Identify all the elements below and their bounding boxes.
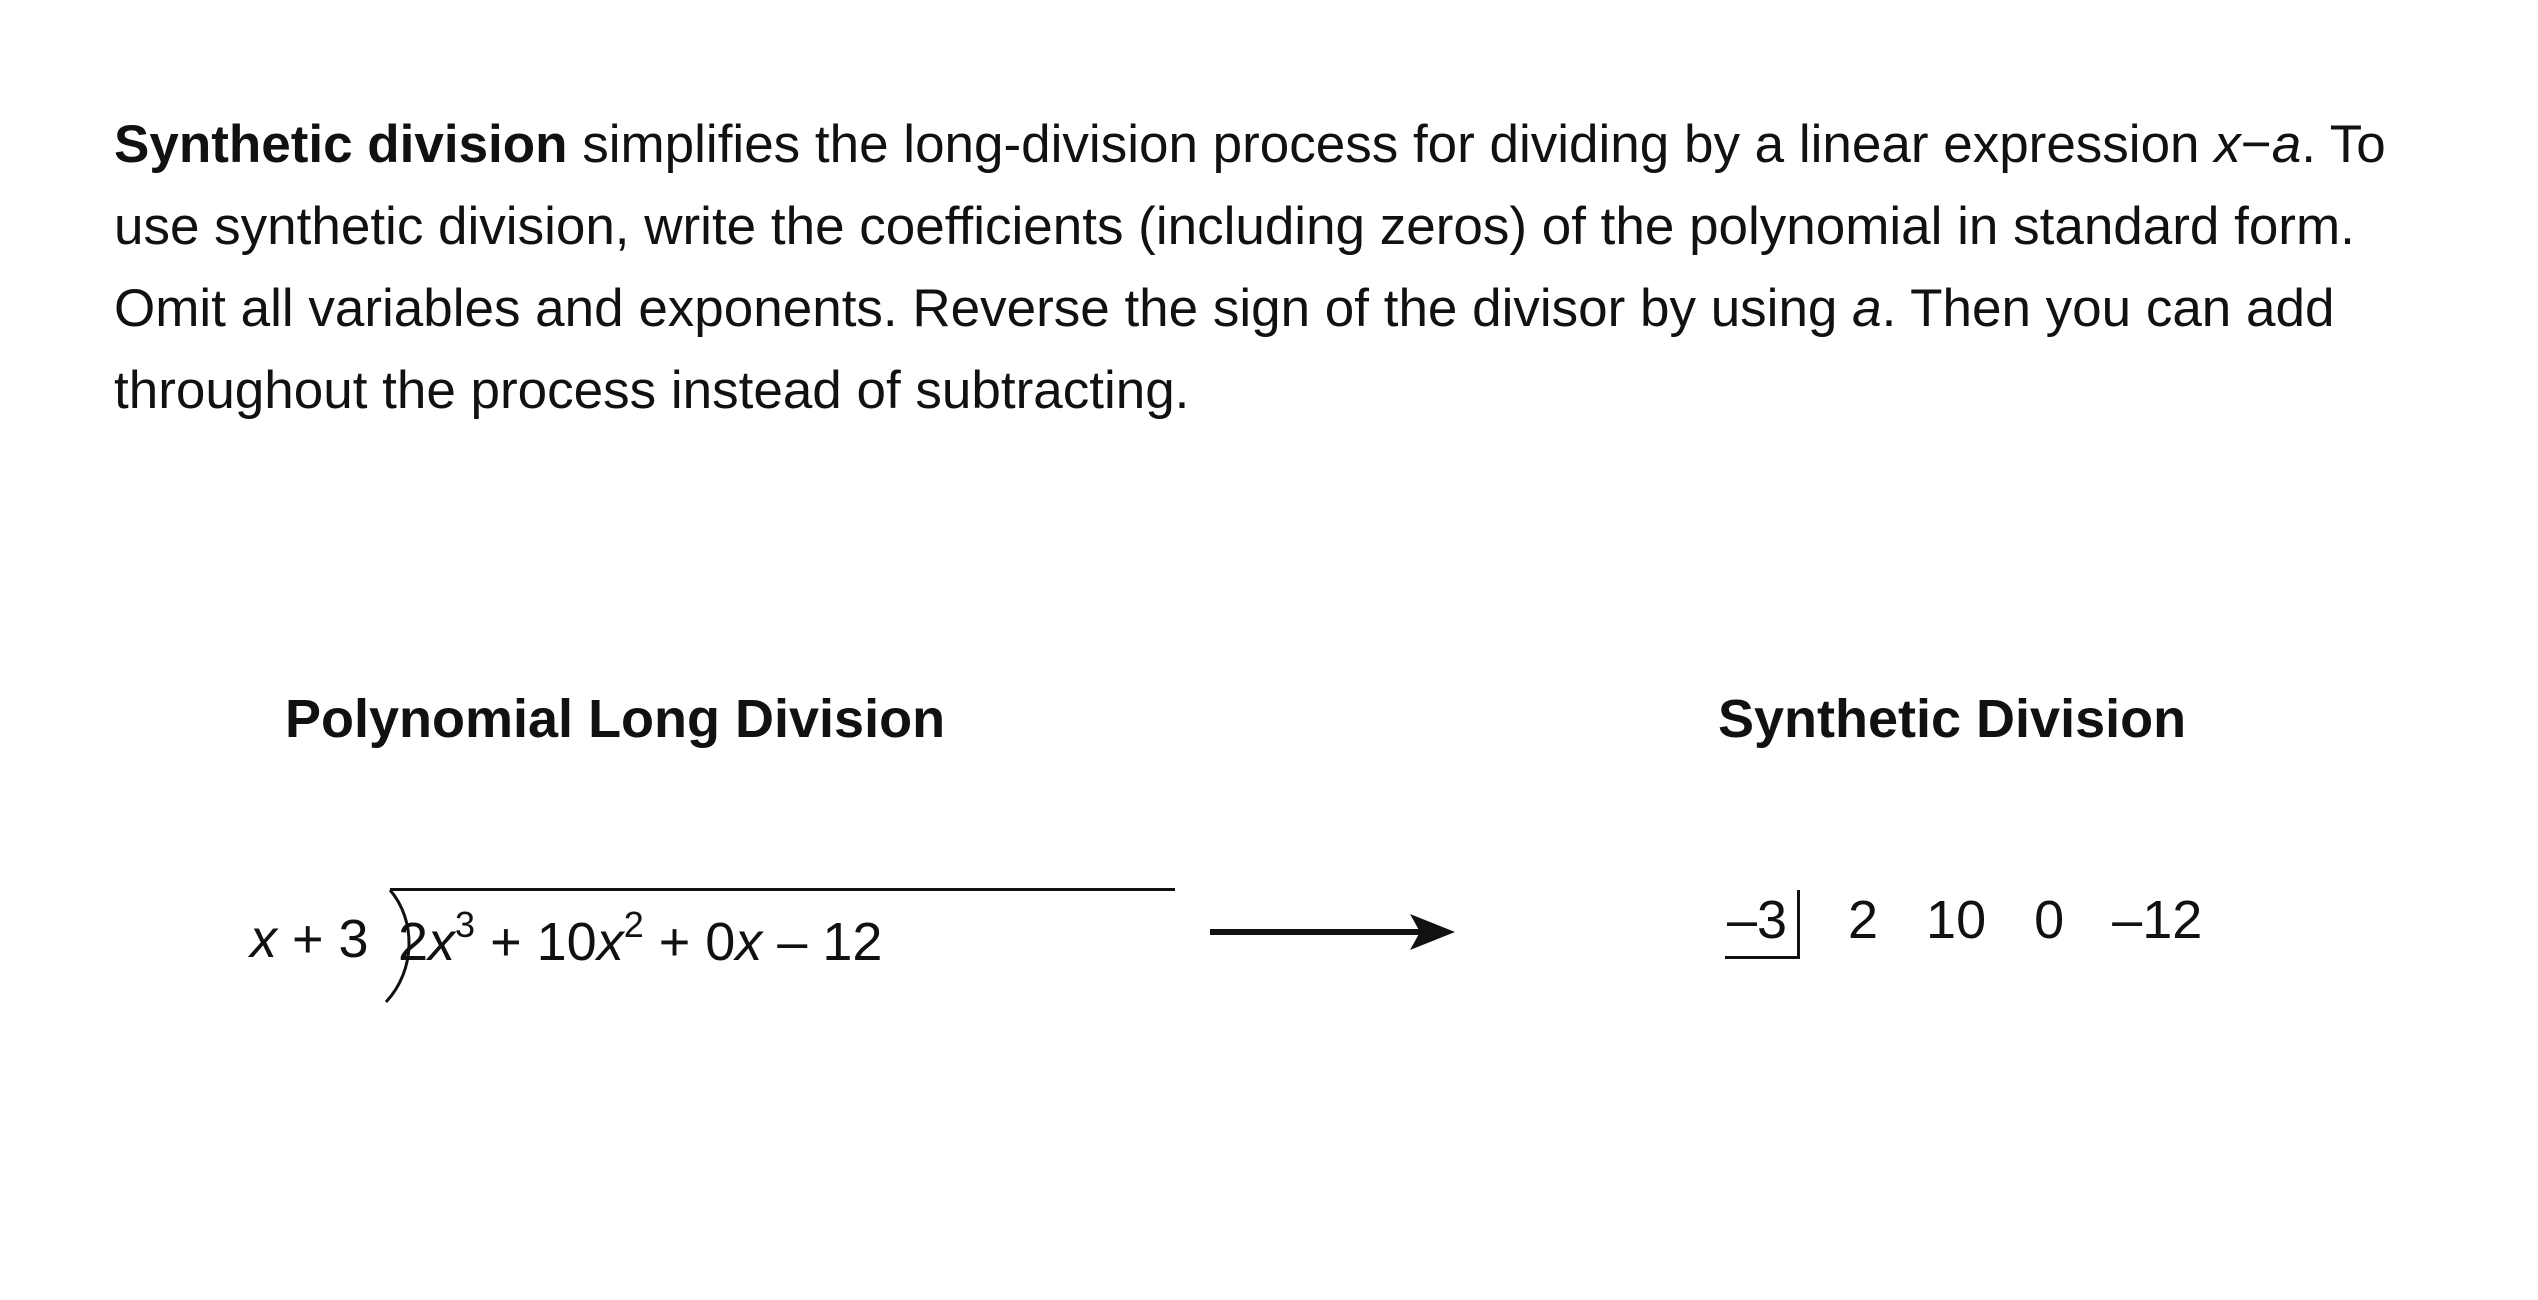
dividend-exp-1: 3 xyxy=(455,904,476,945)
divisor-constant: + 3 xyxy=(277,909,369,969)
coefficient-2: 10 xyxy=(1926,890,1987,950)
long-division-divisor xyxy=(250,908,369,970)
dividend-term-3: + 0 xyxy=(643,912,736,972)
dividend-var-1: x xyxy=(428,912,456,972)
dividend-constant: – 12 xyxy=(762,912,883,972)
var-a: a xyxy=(2271,115,2302,174)
intro-text-3: . Then you can add throughout the process instead of subtracting. xyxy=(114,279,2335,420)
var-a-2: a xyxy=(1852,279,1882,338)
divisor-variable: x xyxy=(250,909,277,969)
long-division-dividend xyxy=(398,904,883,973)
coefficient-4: –12 xyxy=(2112,890,2203,950)
coefficient-1: 2 xyxy=(1848,890,1879,950)
dividend-coef-1: 2 xyxy=(398,912,429,972)
synthetic-coefficients xyxy=(1848,890,2202,950)
synthetic-division-heading: Synthetic Division xyxy=(1718,689,2187,749)
minus-sign: − xyxy=(2240,115,2272,174)
dividend-term-2: + 10 xyxy=(475,912,597,972)
dividend-var-2: x xyxy=(596,912,624,972)
var-x: x xyxy=(2214,115,2241,174)
intro-text-2: . To use synthetic division, write the coefficients (including zeros) of the polynomial in standard form. Omit all variables and exponents. Reverse the sign of the divisor by using xyxy=(114,115,2386,338)
right-arrow-icon xyxy=(1210,910,1455,954)
dividend-var-3: x xyxy=(735,912,763,972)
synthetic-divisor: –3 xyxy=(1725,890,1800,959)
intro-bold-term: Synthetic division xyxy=(114,115,568,174)
intro-text-1: simplifies the long-division process for dividing by a linear expression xyxy=(567,115,2215,174)
division-vinculum xyxy=(390,888,1175,891)
dividend-exp-2: 2 xyxy=(623,904,644,945)
long-division-heading: Polynomial Long Division xyxy=(285,689,946,749)
coefficient-3: 0 xyxy=(2034,890,2065,950)
intro-paragraph xyxy=(114,104,2414,432)
